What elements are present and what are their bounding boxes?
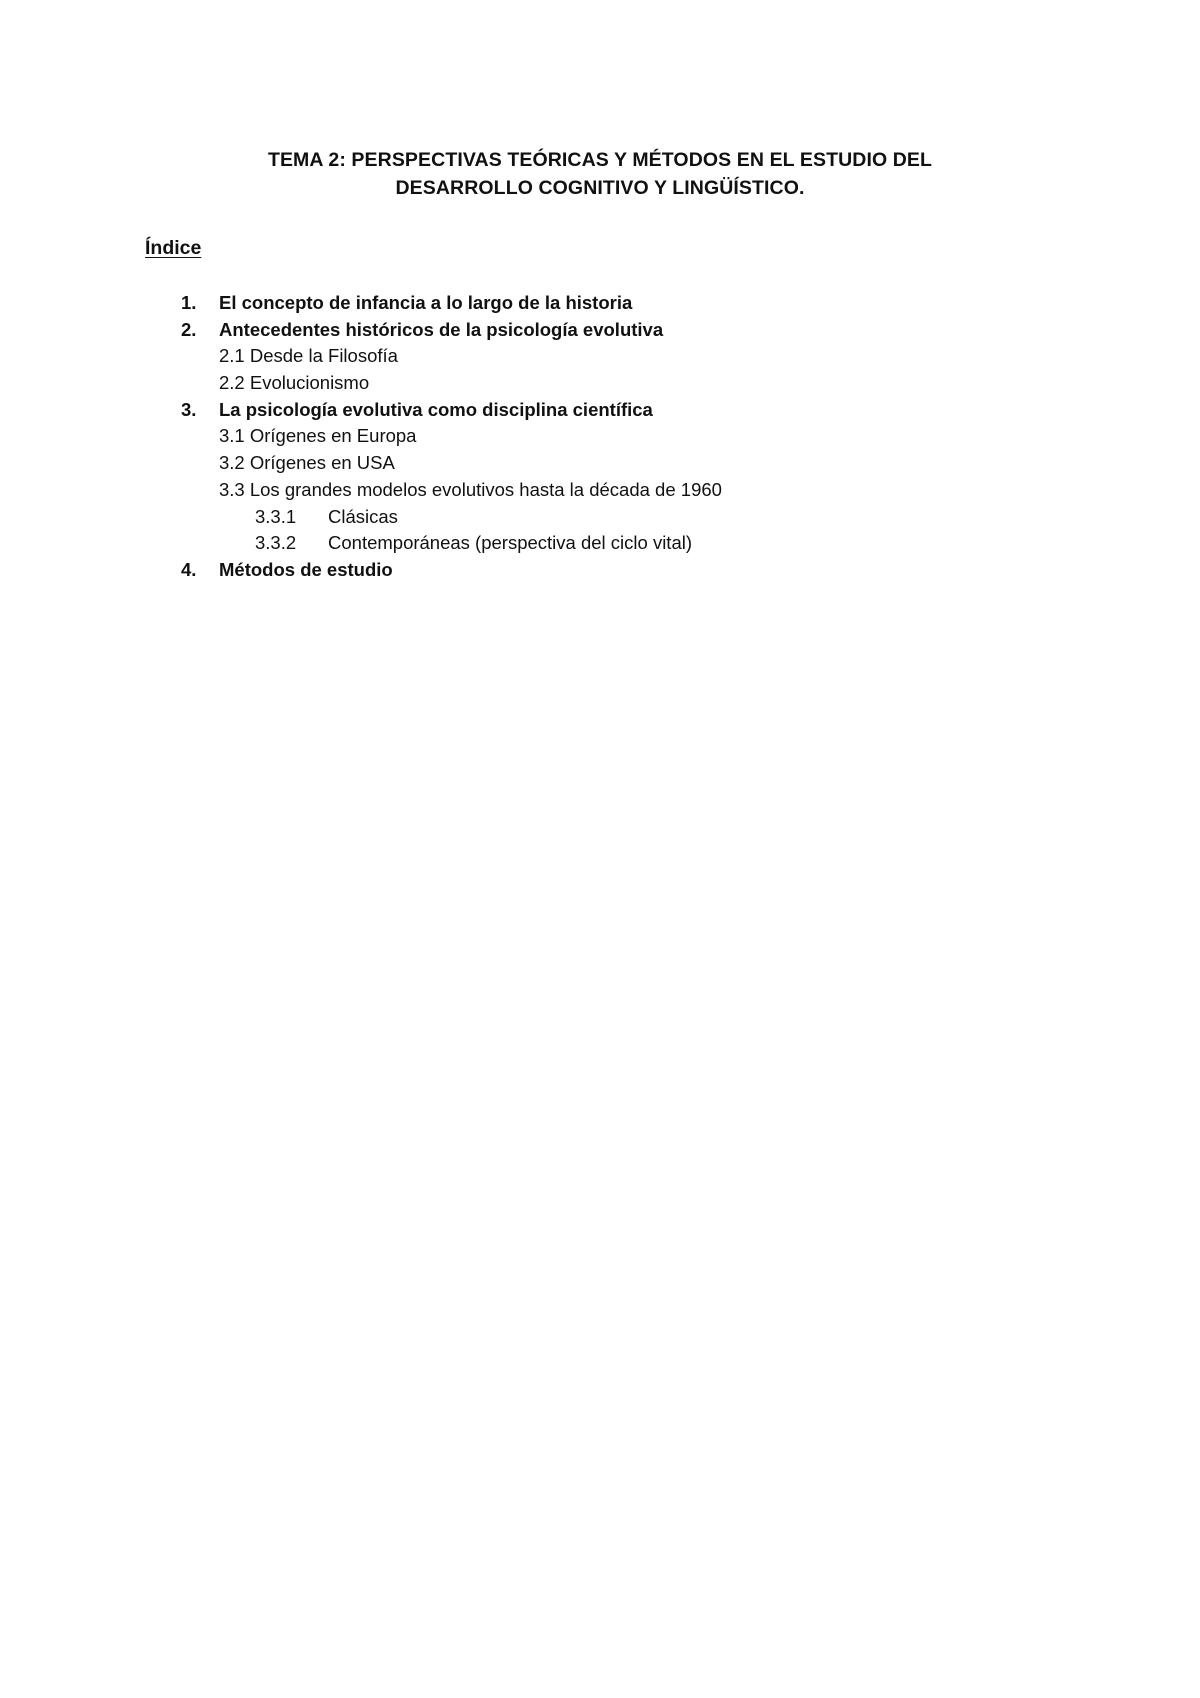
toc-subsubitem-number: 3.3.1 [255,505,297,527]
index-heading: Índice [145,237,202,259]
title-line-2: DESARROLLO COGNITIVO Y LINGÜÍSTICO. [395,177,805,199]
toc-subsubitem-label: Contemporáneas (perspectiva del ciclo vital) [328,532,693,554]
toc-item-number: 1. [181,292,197,313]
toc-item-label: El concepto de infancia a lo largo de la historia [219,292,633,313]
toc-item-number: 2. [181,318,197,340]
toc-subitem-label: 3.1 Orígenes en Europa [219,425,417,447]
toc-subitem-3-1 [0,423,1200,450]
toc-subitem-label: 3.2 Orígenes en USA [219,452,395,474]
toc-item-4 [0,557,1200,584]
toc-item-3 [0,397,1200,424]
toc-item-label: Métodos de estudio [219,558,393,580]
toc-subitem-2-1 [0,343,1200,370]
toc-item-number: 3. [181,398,197,420]
toc-subitem-3-2 [0,450,1200,477]
toc-item-label: Antecedentes históricos de la psicología evolutiva [219,318,664,340]
toc-subsubitem-number: 3.3.2 [255,532,297,554]
toc-subsubitem-3-3-2 [0,530,1200,557]
toc-item-label: La psicología evolutiva como disciplina científica [219,398,653,420]
toc-item-2 [0,317,1200,344]
toc-item-number: 4. [181,558,197,580]
toc-subsubitem-label: Clásicas [328,505,398,527]
toc-subitem-label: 2.2 Evolucionismo [219,372,370,394]
toc-subitem-label: 2.1 Desde la Filosofía [219,345,398,367]
table-of-contents [0,290,1200,584]
toc-subitem-2-2 [0,370,1200,397]
page-title [145,146,1055,202]
toc-subsubitem-3-3-1 [0,504,1200,531]
title-line-1: TEMA 2: PERSPECTIVAS TEÓRICAS Y MÉTODOS EN EL ESTUDIO DEL [267,149,933,171]
toc-subitem-label: 3.3 Los grandes modelos evolutivos hasta la década de 1960 [219,478,722,500]
toc-subitem-3-3 [0,477,1200,504]
toc-item-1 [0,290,1200,317]
